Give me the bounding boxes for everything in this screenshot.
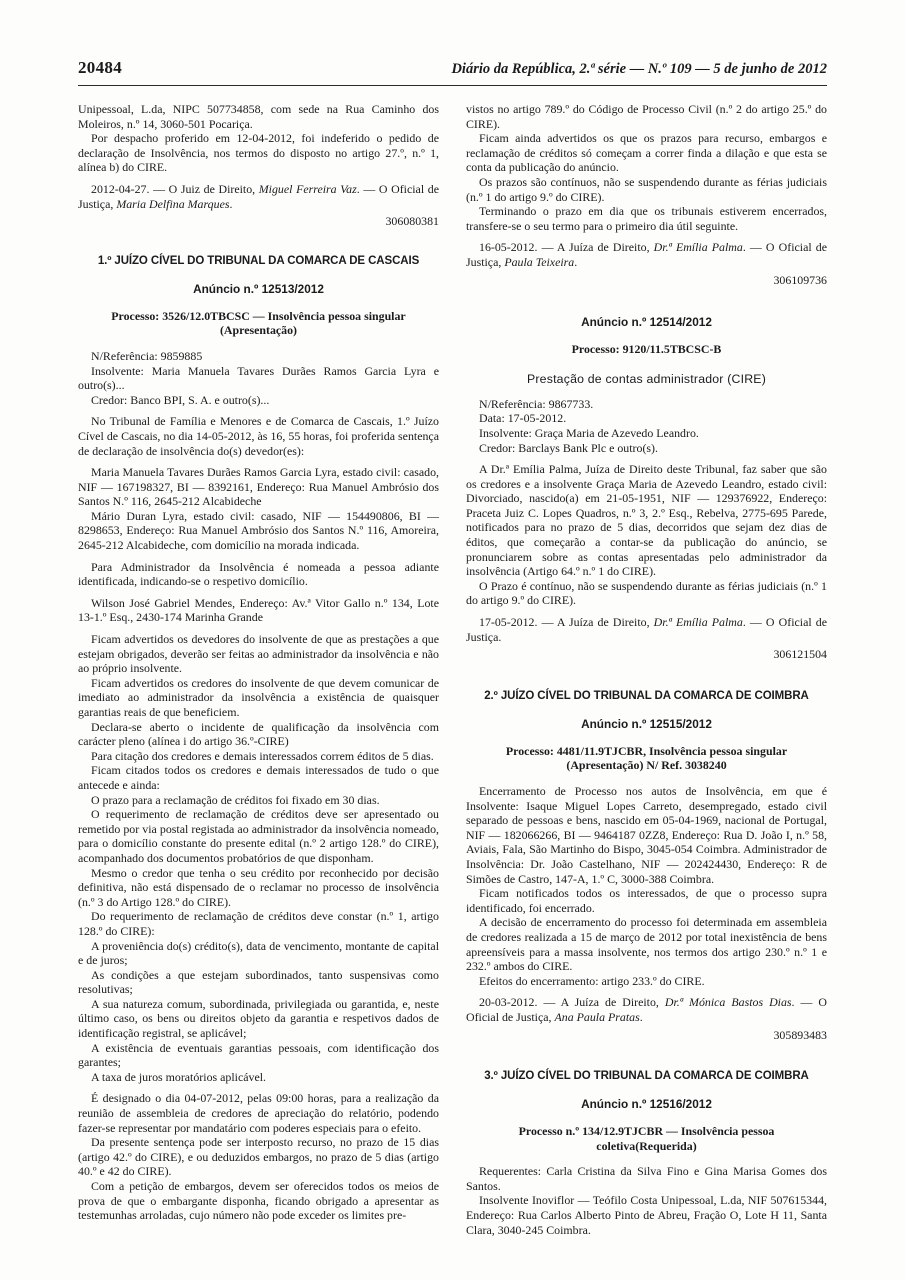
- signature-text: . — O Oficial de Justiça,: [78, 181, 439, 211]
- signature-text: .: [639, 1009, 643, 1024]
- publication-ref: 306080381: [385, 214, 439, 229]
- paragraph: Com a petição de embargos, devem ser oferecidos todos os meios de prova de que o embargante disponha, ficando obrigado a apresentar as testemunhas arroladas, cujo número não pode exceder os limites pre-: [78, 1179, 439, 1223]
- signature-text: 20-03-2012. — A Juíza de Direito,: [479, 995, 665, 1010]
- paragraph: No Tribunal de Família e Menores e de Comarca de Cascais, 1.º Juízo Cível de Cascais, no dia 14-05-2012, às 16, 55 horas, foi proferida sentença de declaração de insolvência do(s) devedor(es):: [78, 414, 439, 458]
- process-heading: Processo: 3526/12.0TBCSC — Insolvência pessoa singular (Apresentação): [111, 308, 406, 338]
- signature-text: 16-05-2012. — A Juíza de Direito,: [479, 240, 654, 255]
- paragraph: Maria Manuela Tavares Durães Ramos Garcia Lyra, estado civil: casado, NIF — 167198327, BI — 8392161, Endereço: Rua Manuel Ambrósio dos Santos N.º 116, 2645-212 Alcabideche: [78, 465, 439, 509]
- paragraph: Insolvente Inoviflor — Teófilo Costa Unipessoal, L.da, NIF 507615344, Endereço: Rua Carlos Alberto Pinto de Abreu, Fração O, Lote H 11, Santa Clara, 3040-245 Coimbra.: [466, 1193, 827, 1237]
- paragraph: Mesmo o credor que tenha o seu crédito por reconhecido por decisão definitiva, não está dispensado de o reclamar no processo de insolvência (n.º 3 do Artigo 128.º do CIRE).: [78, 865, 439, 909]
- judge-name: Dr.ª Emília Palma: [653, 615, 743, 630]
- signature-line: [78, 182, 439, 211]
- paragraph: A taxa de juros moratórios aplicável.: [91, 1069, 267, 1084]
- signature-text: . — O Oficial de Justiça.: [466, 615, 828, 644]
- court-heading: 1.º JUÍZO CÍVEL DO TRIBUNAL DA COMARCA DE CASCAIS: [97, 254, 420, 267]
- page-header: [78, 58, 827, 78]
- paragraph: Data: 17-05-2012.: [479, 411, 567, 426]
- paragraph: A proveniência do(s) crédito(s), data de vencimento, montante de capital e de juros;: [78, 938, 439, 968]
- paragraph: Insolvente: Maria Manuela Tavares Durães Ramos Garcia Lyra e outro(s)...: [78, 363, 439, 393]
- paragraph: As condições a que estejam subordinados, tanto suspensivas como resolutivas;: [78, 967, 439, 997]
- paragraph: Insolvente: Graça Maria de Azevedo Leandro.: [479, 425, 699, 440]
- signature-line: [466, 615, 827, 644]
- page-number: 20484: [78, 58, 122, 77]
- paragraph: O requerimento de reclamação de créditos deve ser apresentado ou remetido por via postal registada ao administrador da insolvência nomeado, para o domicílio constante do presente edital (n.º 2 artigo 128.º do CIRE), acompanhado dos documentos probatórios de que disponham.: [78, 807, 439, 865]
- paragraph: O prazo para a reclamação de créditos foi fixado em 30 dias.: [91, 792, 380, 807]
- signature-text: . — O Oficial de Justiça,: [466, 995, 827, 1024]
- paragraph: Para citação dos credores e demais interessados correm éditos de 5 dias.: [91, 748, 434, 763]
- official-name: Ana Paula Pratas: [554, 1009, 640, 1024]
- signature-text: . — O Oficial de Justiça,: [466, 240, 828, 269]
- judge-name: Miguel Ferreira Vaz: [258, 181, 357, 196]
- paragraph: Ficam advertidos os devedores do insolvente de que as prestações a que estejam obrigados, deverão ser feitas ao administrador da insolvência e não ao próprio insolvente.: [78, 632, 439, 676]
- paragraph: Declara-se aberto o incidente de qualificação da insolvência com carácter pleno (alínea i do artigo 36.º-CIRE): [78, 719, 439, 749]
- paragraph: Do requerimento de reclamação de créditos deve constar (n.º 1, artigo 128.º do CIRE):: [78, 909, 439, 938]
- announcement-number: Anúncio n.º 12516/2012: [581, 1097, 712, 1112]
- paragraph-continuation: Unipessoal, L.da, NIPC 507734858, com sede na Rua Caminho dos Moleiros, n.º 14, 3060-501 Pocariça.: [78, 102, 439, 131]
- content-columns: [78, 102, 827, 1237]
- paragraph: Credor: Banco BPI, S. A. e outro(s)...: [91, 392, 270, 407]
- court-heading: 2.º JUÍZO CÍVEL DO TRIBUNAL DA COMARCA DE COIMBRA: [484, 689, 809, 702]
- process-heading: Processo: 9120/11.5TBCSC-B: [571, 342, 722, 357]
- publication-ref: 306109736: [773, 272, 827, 287]
- announcement-number: Anúncio n.º 12515/2012: [581, 716, 712, 731]
- signature-text: .: [574, 254, 578, 269]
- announcement-number: Anúncio n.º 12514/2012: [581, 315, 712, 330]
- paragraph: Para Administrador da Insolvência é nomeada a pessoa adiante identificada, indicando-se o respetivo domicílio.: [78, 559, 439, 589]
- announcement-number: Anúncio n.º 12513/2012: [193, 281, 324, 296]
- left-column: [78, 102, 439, 1237]
- signature-text: .: [229, 196, 233, 211]
- paragraph: Requerentes: Carla Cristina da Silva Fino e Gina Marisa Gomes dos Santos.: [466, 1164, 827, 1193]
- publication-ref: 306121504: [773, 647, 827, 662]
- paragraph: Ficam ainda advertidos os que os prazos para recurso, embargos e reclamação de créditos só começam a correr finda a dilação e que esta se conta da publicação do anúncio.: [466, 131, 827, 175]
- paragraph-continuation: vistos no artigo 789.º do Código de Processo Civil (n.º 2 do artigo 25.º do CIRE).: [466, 102, 827, 131]
- process-heading: Processo n.º 134/12.9TJCBR — Insolvência pessoa coletiva(Requerida): [518, 1124, 775, 1153]
- paragraph: N/Referência: 9867733.: [479, 396, 594, 411]
- paragraph: Ficam notificados todos os interessados, de que o processo supra identificado, foi encerrado.: [466, 886, 827, 915]
- paragraph: Terminando o prazo em dia que os tribunais estiverem encerrados, transfere-se o seu termo para o primeiro dia útil seguinte.: [466, 204, 827, 233]
- paragraph: Da presente sentença pode ser interposto recurso, no prazo de 15 dias (artigo 42.º do CIRE), e ou deduzidos embargos, no prazo de 5 dias (artigo 40.º e 42 do CIRE).: [78, 1135, 439, 1179]
- paragraph: É designado o dia 04-07-2012, pelas 09:00 horas, para a realização da reunião de assembleia de credores de apreciação do relatório, podendo fazer-se representar por mandatário com poderes especiais para o efeito.: [78, 1091, 439, 1135]
- paragraph: Credor: Barclays Bank Plc e outro(s).: [479, 440, 658, 455]
- subject-heading: Prestação de contas administrador (CIRE): [526, 371, 766, 386]
- paragraph: Os prazos são contínuos, não se suspendendo durante as férias judiciais (n.º 1 do artigo 9.º do CIRE).: [466, 174, 827, 204]
- paragraph: A sua natureza comum, subordinada, privilegiada ou garantida, e, neste último caso, os bens ou direitos objeto da garantia e respetivos dados de identificação registral, se aplicável;: [78, 996, 439, 1041]
- process-heading: Processo: 4481/11.9TJCBR, Insolvência pessoa singular (Apresentação) N/ Ref. 3038240: [505, 743, 788, 773]
- official-name: Paula Teixeira: [504, 254, 575, 269]
- paragraph: Ficam citados todos os credores e demais interessados de tudo o que antecede e ainda:: [78, 763, 439, 792]
- signature-line: [466, 995, 827, 1024]
- signature-text: 2012-04-27. — O Juiz de Direito,: [91, 181, 259, 196]
- paragraph: A decisão de encerramento do processo foi determinada em assembleia de credores realizada a 15 de março de 2012 por total inexistência de bens apreensíveis para a massa insolvente, nos termos dos artigo 230.º n.º 1 e 232.º ambos do CIRE.: [466, 915, 827, 974]
- paragraph: Encerramento de Processo nos autos de Insolvência, em que é Insolvente: Isaque Miguel Lopes Carreto, desempregado, estado civil separado de pessoas e bens, nascido em 05-04-1969, nacional de Portugal, NIF — 182066266, BI — 9464187 0ZZ8, Endereço: Rua D. João I, n.º 58, Aviais, Fala, São Martinho do Bispo, 3045-054 Coimbra. Administrador de Insolvência: Dr. João Castelhano, NIF — 202424430, Endereço: R de Simões de Castro, 147-A, 1.º C, 3000-388 Coimbra.: [466, 784, 827, 886]
- paragraph: Efeitos do encerramento: artigo 233.º do CIRE.: [479, 973, 705, 988]
- header-rule: [78, 85, 827, 86]
- publication-ref: 305893483: [773, 1027, 827, 1042]
- paragraph: Mário Duran Lyra, estado civil: casado, NIF — 154490806, BI — 8298653, Endereço: Rua Manuel Ambrósio dos Santos N.º 116, Amoreira, 2645-212 Alcabideche, com domicílio na morada indicada.: [78, 508, 439, 553]
- paragraph: A Dr.ª Emília Palma, Juíza de Direito deste Tribunal, faz saber que são os credores e a insolvente Graça Maria de Azevedo Leandro, estado civil: Divorciado, nascido(a) em 21-05-1951, NIF — 129376922, Endereço: Praceta Juiz C. Lopes Quadros, n.º 3, 2.º Esq., Rebelva, 2775-695 Parede, notificados para no prazo de 5 dias, decorridos que sejam dez dias de éditos, que começarão a contar-se da publicação do anúncio, se pronunciarem sobre as contas apresentadas pelo administrador da insolvência (Artigo 64.º n.º 1 do CIRE).: [466, 462, 827, 579]
- paragraph: N/Referência: 9859885: [91, 348, 203, 363]
- edition-title: Diário da República, 2.ª série — N.º 109 — 5 de junho de 2012: [451, 61, 827, 77]
- official-name: Maria Delfina Marques: [116, 196, 230, 211]
- paragraph: Wilson José Gabriel Mendes, Endereço: Av.ª Vitor Gallo n.º 134, Lote 13-1.º Esq., 2430-174 Marinha Grande: [78, 595, 439, 625]
- paragraph: Ficam advertidos os credores do insolvente de que devem comunicar de imediato ao administrador da insolvência a existência de quaisquer garantias reais de que beneficiem.: [78, 675, 439, 719]
- paragraph: Por despacho proferido em 12-04-2012, foi indeferido o pedido de declaração de Insolvência, nos termos do disposto no artigo 27.º, n.º 1, alínea b) do CIRE.: [78, 131, 439, 175]
- court-heading: 3.º JUÍZO CÍVEL DO TRIBUNAL DA COMARCA DE COIMBRA: [484, 1070, 809, 1083]
- signature-text: 17-05-2012. — A Juíza de Direito,: [479, 615, 654, 630]
- judge-name: Dr.ª Mónica Bastos Dias: [664, 995, 792, 1010]
- paragraph: O Prazo é contínuo, não se suspendendo durante as férias judiciais (n.º 1 do artigo 9.º do CIRE).: [466, 578, 827, 608]
- signature-line: [466, 240, 827, 269]
- right-column: [466, 102, 827, 1237]
- paragraph: A existência de eventuais garantias pessoais, com identificação dos garantes;: [78, 1040, 439, 1070]
- judge-name: Dr.ª Emília Palma: [653, 240, 743, 255]
